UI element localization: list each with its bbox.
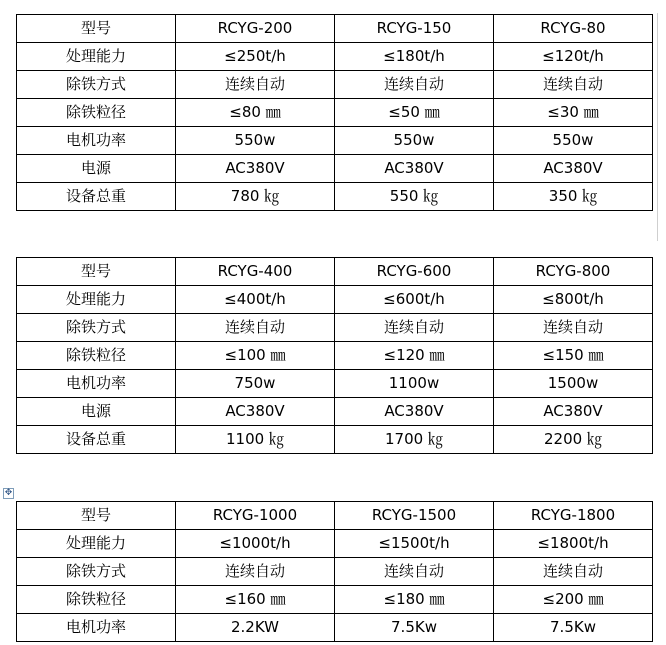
table-cell: RCYG-200 <box>176 15 335 43</box>
row-label: 设备总重 <box>17 183 176 211</box>
row-label: 电源 <box>17 155 176 183</box>
table-cell: ≤250t/h <box>176 43 335 71</box>
table-row <box>17 15 653 43</box>
table-row <box>17 258 653 286</box>
table-cell: ≤150 ㎜ <box>494 342 653 370</box>
table-cell: ≤400t/h <box>176 286 335 314</box>
table-cell: ≤120 ㎜ <box>335 342 494 370</box>
table-row <box>17 370 653 398</box>
table-cell: 350 ㎏ <box>494 183 653 211</box>
table-cell: ≤180t/h <box>335 43 494 71</box>
table-cell: 连续自动 <box>176 558 335 586</box>
table-row <box>17 286 653 314</box>
table-row <box>17 426 653 454</box>
table-cell: 1500w <box>494 370 653 398</box>
row-label: 型号 <box>17 15 176 43</box>
table-cell: 连续自动 <box>335 314 494 342</box>
row-label: 型号 <box>17 258 176 286</box>
table-cell: RCYG-1800 <box>494 502 653 530</box>
table-cell: 550w <box>176 127 335 155</box>
table-cell: AC380V <box>335 155 494 183</box>
table-cell: ≤800t/h <box>494 286 653 314</box>
table-row <box>17 183 653 211</box>
row-label: 除铁粒径 <box>17 586 176 614</box>
table-cell: ≤200 ㎜ <box>494 586 653 614</box>
row-label: 除铁粒径 <box>17 99 176 127</box>
table-cell: RCYG-600 <box>335 258 494 286</box>
table-cell: 7.5Kw <box>335 614 494 642</box>
table-row <box>17 530 653 558</box>
table-cell: 2200 ㎏ <box>494 426 653 454</box>
table-cell: 550w <box>494 127 653 155</box>
table-cell: RCYG-400 <box>176 258 335 286</box>
spec-table-3 <box>16 501 653 642</box>
row-label: 除铁方式 <box>17 314 176 342</box>
table-cell: 750w <box>176 370 335 398</box>
table-cell: 1700 ㎏ <box>335 426 494 454</box>
table-cell: 550 ㎏ <box>335 183 494 211</box>
table-cell: AC380V <box>494 398 653 426</box>
row-label: 处理能力 <box>17 286 176 314</box>
table-row <box>17 155 653 183</box>
table-cell: 780 ㎏ <box>176 183 335 211</box>
move-arrows-icon[interactable]: ✥ <box>4 488 13 498</box>
table-cell: ≤600t/h <box>335 286 494 314</box>
row-label: 型号 <box>17 502 176 530</box>
table-cell: 连续自动 <box>494 71 653 99</box>
table-row <box>17 43 653 71</box>
table-cell: ≤80 ㎜ <box>176 99 335 127</box>
spec-table-2 <box>16 257 653 454</box>
table-row <box>17 586 653 614</box>
row-label: 电机功率 <box>17 127 176 155</box>
row-label: 处理能力 <box>17 43 176 71</box>
table-row <box>17 71 653 99</box>
row-label: 除铁方式 <box>17 71 176 99</box>
table-cell: 连续自动 <box>494 558 653 586</box>
table-cell: 550w <box>335 127 494 155</box>
table-cell: 连续自动 <box>494 314 653 342</box>
table-cell: 连续自动 <box>176 314 335 342</box>
row-label: 电机功率 <box>17 614 176 642</box>
table-cell: RCYG-80 <box>494 15 653 43</box>
table-cell: 1100 ㎏ <box>176 426 335 454</box>
table-cell: ≤100 ㎜ <box>176 342 335 370</box>
table-row <box>17 314 653 342</box>
table-cell: 连续自动 <box>335 71 494 99</box>
spec-table-1 <box>16 14 653 211</box>
table-cell: 连续自动 <box>176 71 335 99</box>
row-label: 设备总重 <box>17 426 176 454</box>
table-cell: ≤30 ㎜ <box>494 99 653 127</box>
row-label: 除铁粒径 <box>17 342 176 370</box>
table-cell: ≤120t/h <box>494 43 653 71</box>
table-cell: 连续自动 <box>335 558 494 586</box>
table-cell: RCYG-1000 <box>176 502 335 530</box>
table-cell: ≤50 ㎜ <box>335 99 494 127</box>
table-row <box>17 614 653 642</box>
table-cell: ≤160 ㎜ <box>176 586 335 614</box>
row-label: 处理能力 <box>17 530 176 558</box>
table-cell: ≤1800t/h <box>494 530 653 558</box>
row-label: 电机功率 <box>17 370 176 398</box>
row-label: 除铁方式 <box>17 558 176 586</box>
table-row <box>17 99 653 127</box>
table-cell: 7.5Kw <box>494 614 653 642</box>
table-cell: ≤180 ㎜ <box>335 586 494 614</box>
row-label: 电源 <box>17 398 176 426</box>
table-cell: RCYG-1500 <box>335 502 494 530</box>
table-row <box>17 558 653 586</box>
table-cell: ≤1500t/h <box>335 530 494 558</box>
page-edge-line <box>657 13 658 241</box>
table-row <box>17 342 653 370</box>
table-row <box>17 502 653 530</box>
table-cell: AC380V <box>176 155 335 183</box>
table-cell: RCYG-150 <box>335 15 494 43</box>
table-cell: 1100w <box>335 370 494 398</box>
table-cell: AC380V <box>335 398 494 426</box>
table-cell: AC380V <box>176 398 335 426</box>
table-cell: RCYG-800 <box>494 258 653 286</box>
table-row <box>17 398 653 426</box>
table-cell: 2.2KW <box>176 614 335 642</box>
table-cell: AC380V <box>494 155 653 183</box>
table-row <box>17 127 653 155</box>
table-cell: ≤1000t/h <box>176 530 335 558</box>
